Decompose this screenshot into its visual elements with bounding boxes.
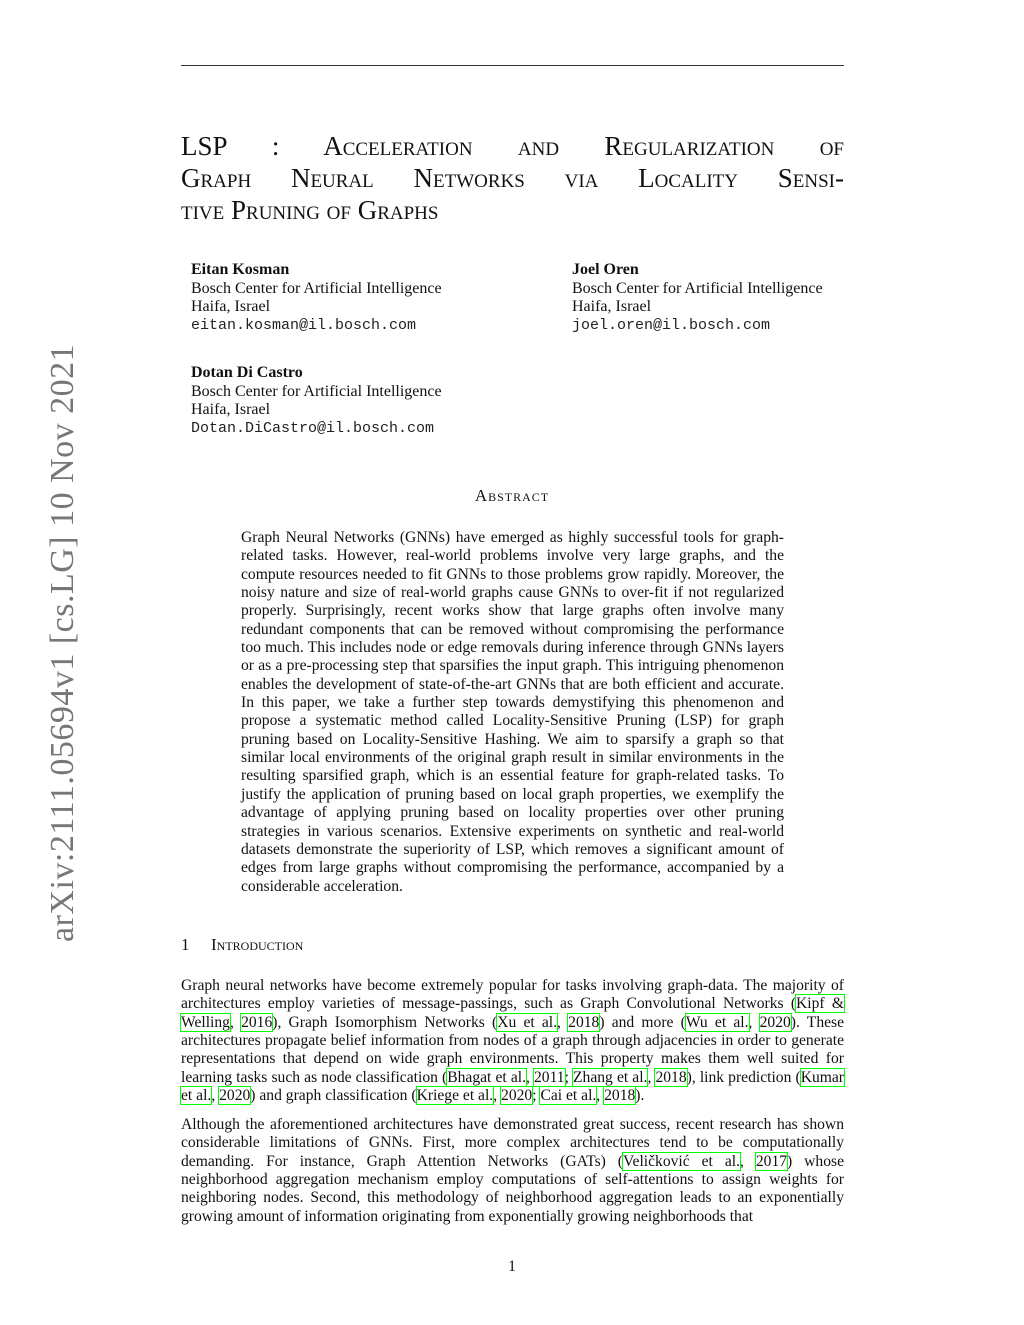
citation-link[interactable]: Wu et al. bbox=[685, 1013, 749, 1031]
author-name: Eitan Kosman bbox=[191, 261, 290, 278]
citation-year-link[interactable]: 2018 bbox=[604, 1087, 636, 1105]
top-rule bbox=[181, 65, 844, 66]
citation-link[interactable]: Bhagat et al. bbox=[447, 1068, 526, 1086]
citation-separator: , bbox=[557, 1013, 569, 1031]
citation-separator: , bbox=[525, 1068, 534, 1086]
author-email[interactable]: eitan.kosman@il.bosch.com bbox=[191, 316, 417, 334]
title-line-3: tive Pruning of Graphs bbox=[181, 195, 439, 225]
body-text: ), Graph Isomorphism Networks ( bbox=[272, 1013, 498, 1031]
citation-link[interactable]: Kumar et al. bbox=[181, 1068, 845, 1105]
citation-link[interactable]: Veličković et al. bbox=[623, 1152, 740, 1170]
citation-separator: , bbox=[229, 1013, 242, 1031]
citation-year-link[interactable]: 2020 bbox=[759, 1013, 791, 1031]
author-block-3 bbox=[191, 364, 442, 438]
citation-year-link[interactable]: 2016 bbox=[241, 1013, 273, 1031]
body-text: Although the aforementioned architectures have demonstrated great success, recent research has shown considerable limitations of GNNs. First, more complex architectures tend to be computationally demanding. For instance, Graph Attention Networks (GATs) ( bbox=[181, 1116, 844, 1170]
body-text: ), link prediction ( bbox=[686, 1068, 801, 1086]
abstract-heading bbox=[0, 486, 1024, 506]
citation-link[interactable]: Kipf & Welling bbox=[181, 995, 844, 1031]
body-text: ). bbox=[635, 1087, 645, 1105]
author-block-1 bbox=[191, 261, 442, 335]
citation-separator: ; bbox=[532, 1087, 541, 1105]
intro-paragraph-1 bbox=[181, 977, 844, 1105]
citation-separator: , bbox=[596, 1087, 605, 1105]
citation-link[interactable]: Cai et al. bbox=[540, 1087, 597, 1105]
body-text: ) and more ( bbox=[599, 1013, 686, 1031]
citation-link[interactable]: Xu et al. bbox=[497, 1013, 558, 1031]
citation-year-link[interactable]: 2020 bbox=[501, 1087, 533, 1105]
abstract-body: Graph Neural Networks (GNNs) have emerged as highly successful tools for graph-related tasks. However, real-world problems involve very large graphs, and the compute resources needed to fit GNNs to those problems grow rapidly. Moreover, the noisy nature and size of real-world graphs cause GNNs to over-fit if not regularized properly. Surprisingly, recent works show that large graphs often involve many redundant components that can be removed without compromising the performance too much. This includes node or edge removals during inference through GNNs layers or as a pre-processing step that sparsifies the input graph. This intriguing phenomenon enables the development of state-of-the-art GNNs that are both efficient and accurate. In this paper, we take a further step towards demystifying this phenomenon and propose a systematic method called Locality-Sensitive Pruning (LSP) for graph pruning based on Locality-Sensitive Hashing. We aim to sparsify a graph so that similar local environments of the original graph result in similar environments in the resulting sparsified graph, which is an essential feature for graph-related tasks. To justify the application of pruning based on local graph properties, we exemplify the advantage of applying pruning based on locality properties over other pruning strategies in various scenarios. Extensive experiments on synthetic and real-world datasets demonstrate the superiority of LSP, which removes a significant amount of edges from large graphs without compromising the performance, accompanied by a considerable acceleration. bbox=[241, 529, 784, 895]
paper-title bbox=[181, 130, 844, 226]
body-text: ) whose neighborhood aggregation mechanism employ computations of self-attentions to assign weights for neighboring nodes. Second, this methodology of neighborhood aggregation leads to an exponentially growing amount of information originating from exponentially growing neighborhoods that bbox=[181, 1152, 845, 1225]
author-location: Haifa, Israel bbox=[572, 298, 652, 315]
intro-paragraph-2 bbox=[181, 1116, 844, 1226]
citation-separator: , bbox=[493, 1087, 502, 1105]
citation-separator: , bbox=[739, 1152, 756, 1170]
abstract-heading-text: Abstract bbox=[474, 486, 550, 505]
citation-year-link[interactable]: 2017 bbox=[755, 1152, 788, 1170]
author-email[interactable]: joel.oren@il.bosch.com bbox=[572, 316, 771, 334]
section-title: Introduction bbox=[211, 935, 304, 954]
citation-year-link[interactable]: 2020 bbox=[219, 1087, 251, 1105]
citation-separator: , bbox=[647, 1068, 656, 1086]
author-affiliation: Bosch Center for Artificial Intelligence bbox=[572, 279, 823, 297]
citation-separator: , bbox=[748, 1013, 760, 1031]
author-location: Haifa, Israel bbox=[191, 298, 271, 315]
section-heading-introduction bbox=[181, 935, 303, 955]
arxiv-watermark: arXiv:2111.05694v1 [cs.LG] 10 Nov 2021 bbox=[44, 343, 81, 942]
body-text: Graph neural networks have become extremely popular for tasks involving graph-data. The majority of architectures employ varieties of message-passings, such as Graph Convolutional Networks ( bbox=[181, 977, 844, 1013]
author-name: Joel Oren bbox=[572, 261, 639, 278]
section-number: 1 bbox=[181, 935, 190, 954]
author-location: Haifa, Israel bbox=[191, 401, 271, 418]
author-affiliation: Bosch Center for Artificial Intelligence bbox=[191, 279, 442, 297]
page-number: 1 bbox=[508, 1258, 516, 1275]
author-email[interactable]: Dotan.DiCastro@il.bosch.com bbox=[191, 419, 435, 437]
citation-separator: , bbox=[211, 1087, 220, 1105]
title-line-2: Graph Neural Networks via Locality Sensi- bbox=[181, 163, 844, 193]
author-block-2 bbox=[572, 261, 823, 335]
citation-year-link[interactable]: 2018 bbox=[568, 1013, 600, 1031]
body-text: ) and graph classification ( bbox=[250, 1087, 417, 1105]
title-line-1: LSP : Acceleration and Regularization of bbox=[181, 131, 844, 161]
citation-separator: ; bbox=[564, 1068, 574, 1086]
citation-year-link[interactable]: 2018 bbox=[655, 1068, 687, 1086]
author-affiliation: Bosch Center for Artificial Intelligence bbox=[191, 382, 442, 400]
citation-year-link[interactable]: 2011 bbox=[533, 1068, 565, 1086]
citation-link[interactable]: Zhang et al. bbox=[573, 1068, 648, 1086]
body-text: ). These architectures propagate belief information from nodes of a graph through adjacencies in order to generate representations that depend on wide graph environments. This property makes them well suited for learning tasks such as node classification ( bbox=[181, 1013, 845, 1086]
author-name: Dotan Di Castro bbox=[191, 364, 303, 381]
citation-link[interactable]: Kriege et al. bbox=[416, 1087, 494, 1105]
